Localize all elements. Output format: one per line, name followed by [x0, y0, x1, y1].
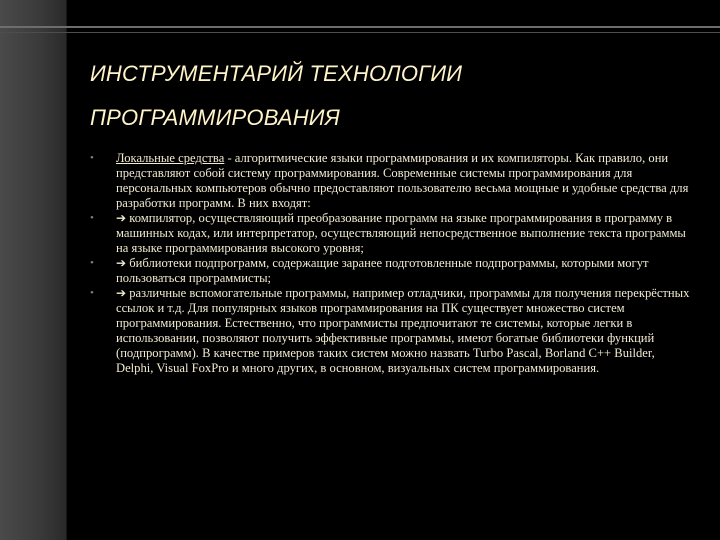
bullet-text: компилятор, осуществляющий преобразование программ на языке программирования в программу в машинных кодах, или интерпретатор, осуществляющий непосредственное выполнение текста программы на языке программирования высокого уровня;	[116, 211, 686, 255]
bullet-item-libraries	[90, 256, 690, 286]
bullet-text: - алгоритмические языки программирования и их компиляторы. Как правило, они представляют собой систему программирования. Современные системы программирования для персональных компьютеров обычно предоставляют пользователю весьма мощные и удобные средства для разработки программ. В них входят:	[116, 151, 689, 210]
bullet-item-local-tools	[90, 151, 690, 211]
arrow-right-icon: ➔	[116, 256, 127, 270]
arrow-right-icon: ➔	[116, 211, 127, 225]
bullet-dot-icon: •	[90, 152, 94, 164]
slide-title	[90, 52, 700, 140]
bullet-dot-icon: •	[90, 287, 94, 299]
arrow-right-icon: ➔	[116, 286, 127, 300]
left-decorative-band	[0, 0, 66, 540]
bullet-item-utilities	[90, 286, 690, 376]
bullet-text: библиотеки подпрограмм, содержащие заранее подготовленные подпрограммы, которыми могут пользоваться программисты;	[116, 256, 649, 285]
slide-title-line-1: ИНСТРУМЕНТАРИЙ ТЕХНОЛОГИИ	[90, 61, 463, 86]
top-divider-line	[0, 26, 720, 28]
left-band-edge	[66, 0, 67, 540]
bullet-item-compiler	[90, 211, 690, 256]
slide-body	[90, 151, 690, 376]
top-divider-line-thin	[0, 32, 720, 33]
bullet-lead-text: Локальные средства	[116, 151, 225, 165]
bullet-dot-icon: •	[90, 212, 94, 224]
bullet-dot-icon: •	[90, 257, 94, 269]
slide-title-line-2: ПРОГРАММИРОВАНИЯ	[90, 105, 340, 130]
bullet-text: различные вспомогательные программы, например отладчики, программы для получения перекрёстных ссылок и т.д. Для популярных языков программирования на ПК существует множество систем программирования. Естественно, что программисты предпочитают те системы, которые легки в использовании, позволяют получить эффективные программы, имеют богатые библиотеки функций (подпрограмм). В качестве примеров таких систем можно назвать Turbo Pascal, Borland C++ Builder, Delphi, Visual FoxPro и много других, в основном, визуальных систем программирования.	[116, 286, 690, 375]
